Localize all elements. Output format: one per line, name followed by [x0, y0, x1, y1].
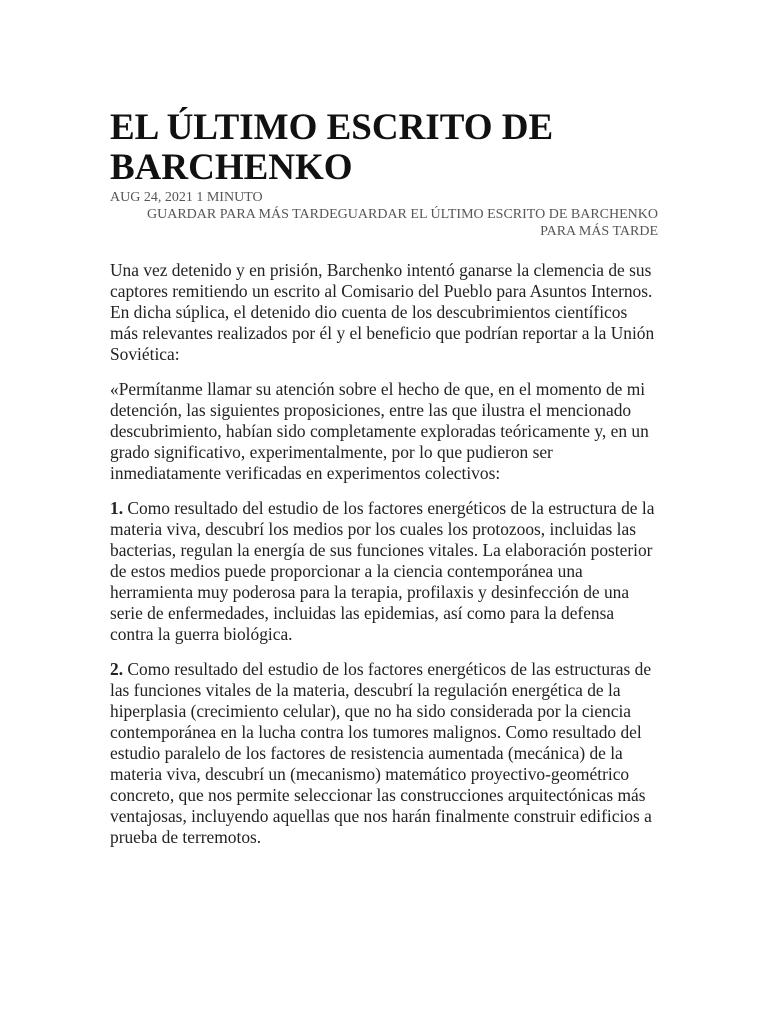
article-date: AUG 24, 2021 — [110, 190, 193, 205]
paragraph-intro: Una vez detenido y en prisión, Barchenko intentó ganarse la clemencia de sus captores remitiendo un escrito al Comisario del Pueblo para Asuntos Internos. En dicha súplica, el detenido dio cuenta de los descubrimientos científicos más relevantes realizados por él y el beneficio que podrían reportar a la Unión Soviética: — [110, 260, 655, 364]
item-number: 1. — [110, 498, 124, 518]
article — [110, 108, 658, 862]
article-title: EL ÚLTIMO ESCRITO DE BARCHENKO — [110, 107, 554, 188]
article-meta — [110, 190, 658, 206]
item-text: Como resultado del estudio de los factores energéticos de la estructura de la materia viva, descubrí los medios por los cuales los protozoos, incluidas las bacterias, regulan la energía de sus funciones vitales. La elaboración posterior de estos medios puede proporcionar a la ciencia contemporánea una herramienta muy poderosa para la terapia, profilaxis y desinfección de una serie de enfermedades, incluidas las epidemias, así como para la defensa contra la guerra biológica. — [110, 498, 655, 644]
article-body — [110, 260, 658, 848]
article-read-time: 1 MINUTO — [196, 190, 263, 205]
list-item-2 — [110, 659, 658, 848]
list-item-1 — [110, 498, 658, 645]
save-for-later-link[interactable]: GUARDAR PARA MÁS TARDEGUARDAR EL ÚLTIMO ESCRITO DE BARCHENKO PARA MÁS TARDE — [147, 207, 658, 239]
item-number: 2. — [110, 659, 124, 679]
item-text: Como resultado del estudio de los factores energéticos de las estructuras de las funciones vitales de la materia, descubrí la regulación energética de la hiperplasia (crecimiento celular), que no ha sido considerada por la ciencia contemporánea en la lucha contra los tumores malignos. Como resultado del estudio paralelo de los factores de resistencia aumentada (mecánica) de la materia viva, descubrí un (mecanismo) matemático proyectivo-geométrico concreto, que nos permite seleccionar las construcciones arquitectónicas más ventajosas, incluyendo aquellas que nos harán finalmente construir edificios a prueba de terremotos. — [110, 659, 652, 847]
paragraph-quote: «Permítanme llamar su atención sobre el hecho de que, en el momento de mi detención, las siguientes proposiciones, entre las que ilustra el mencionado descubrimiento, habían sido completamente exploradas teóricamente y, en un grado significativo, experimentalmente, por lo que pudieron ser inmediatamente verificadas en experimentos colectivos: — [110, 379, 649, 483]
